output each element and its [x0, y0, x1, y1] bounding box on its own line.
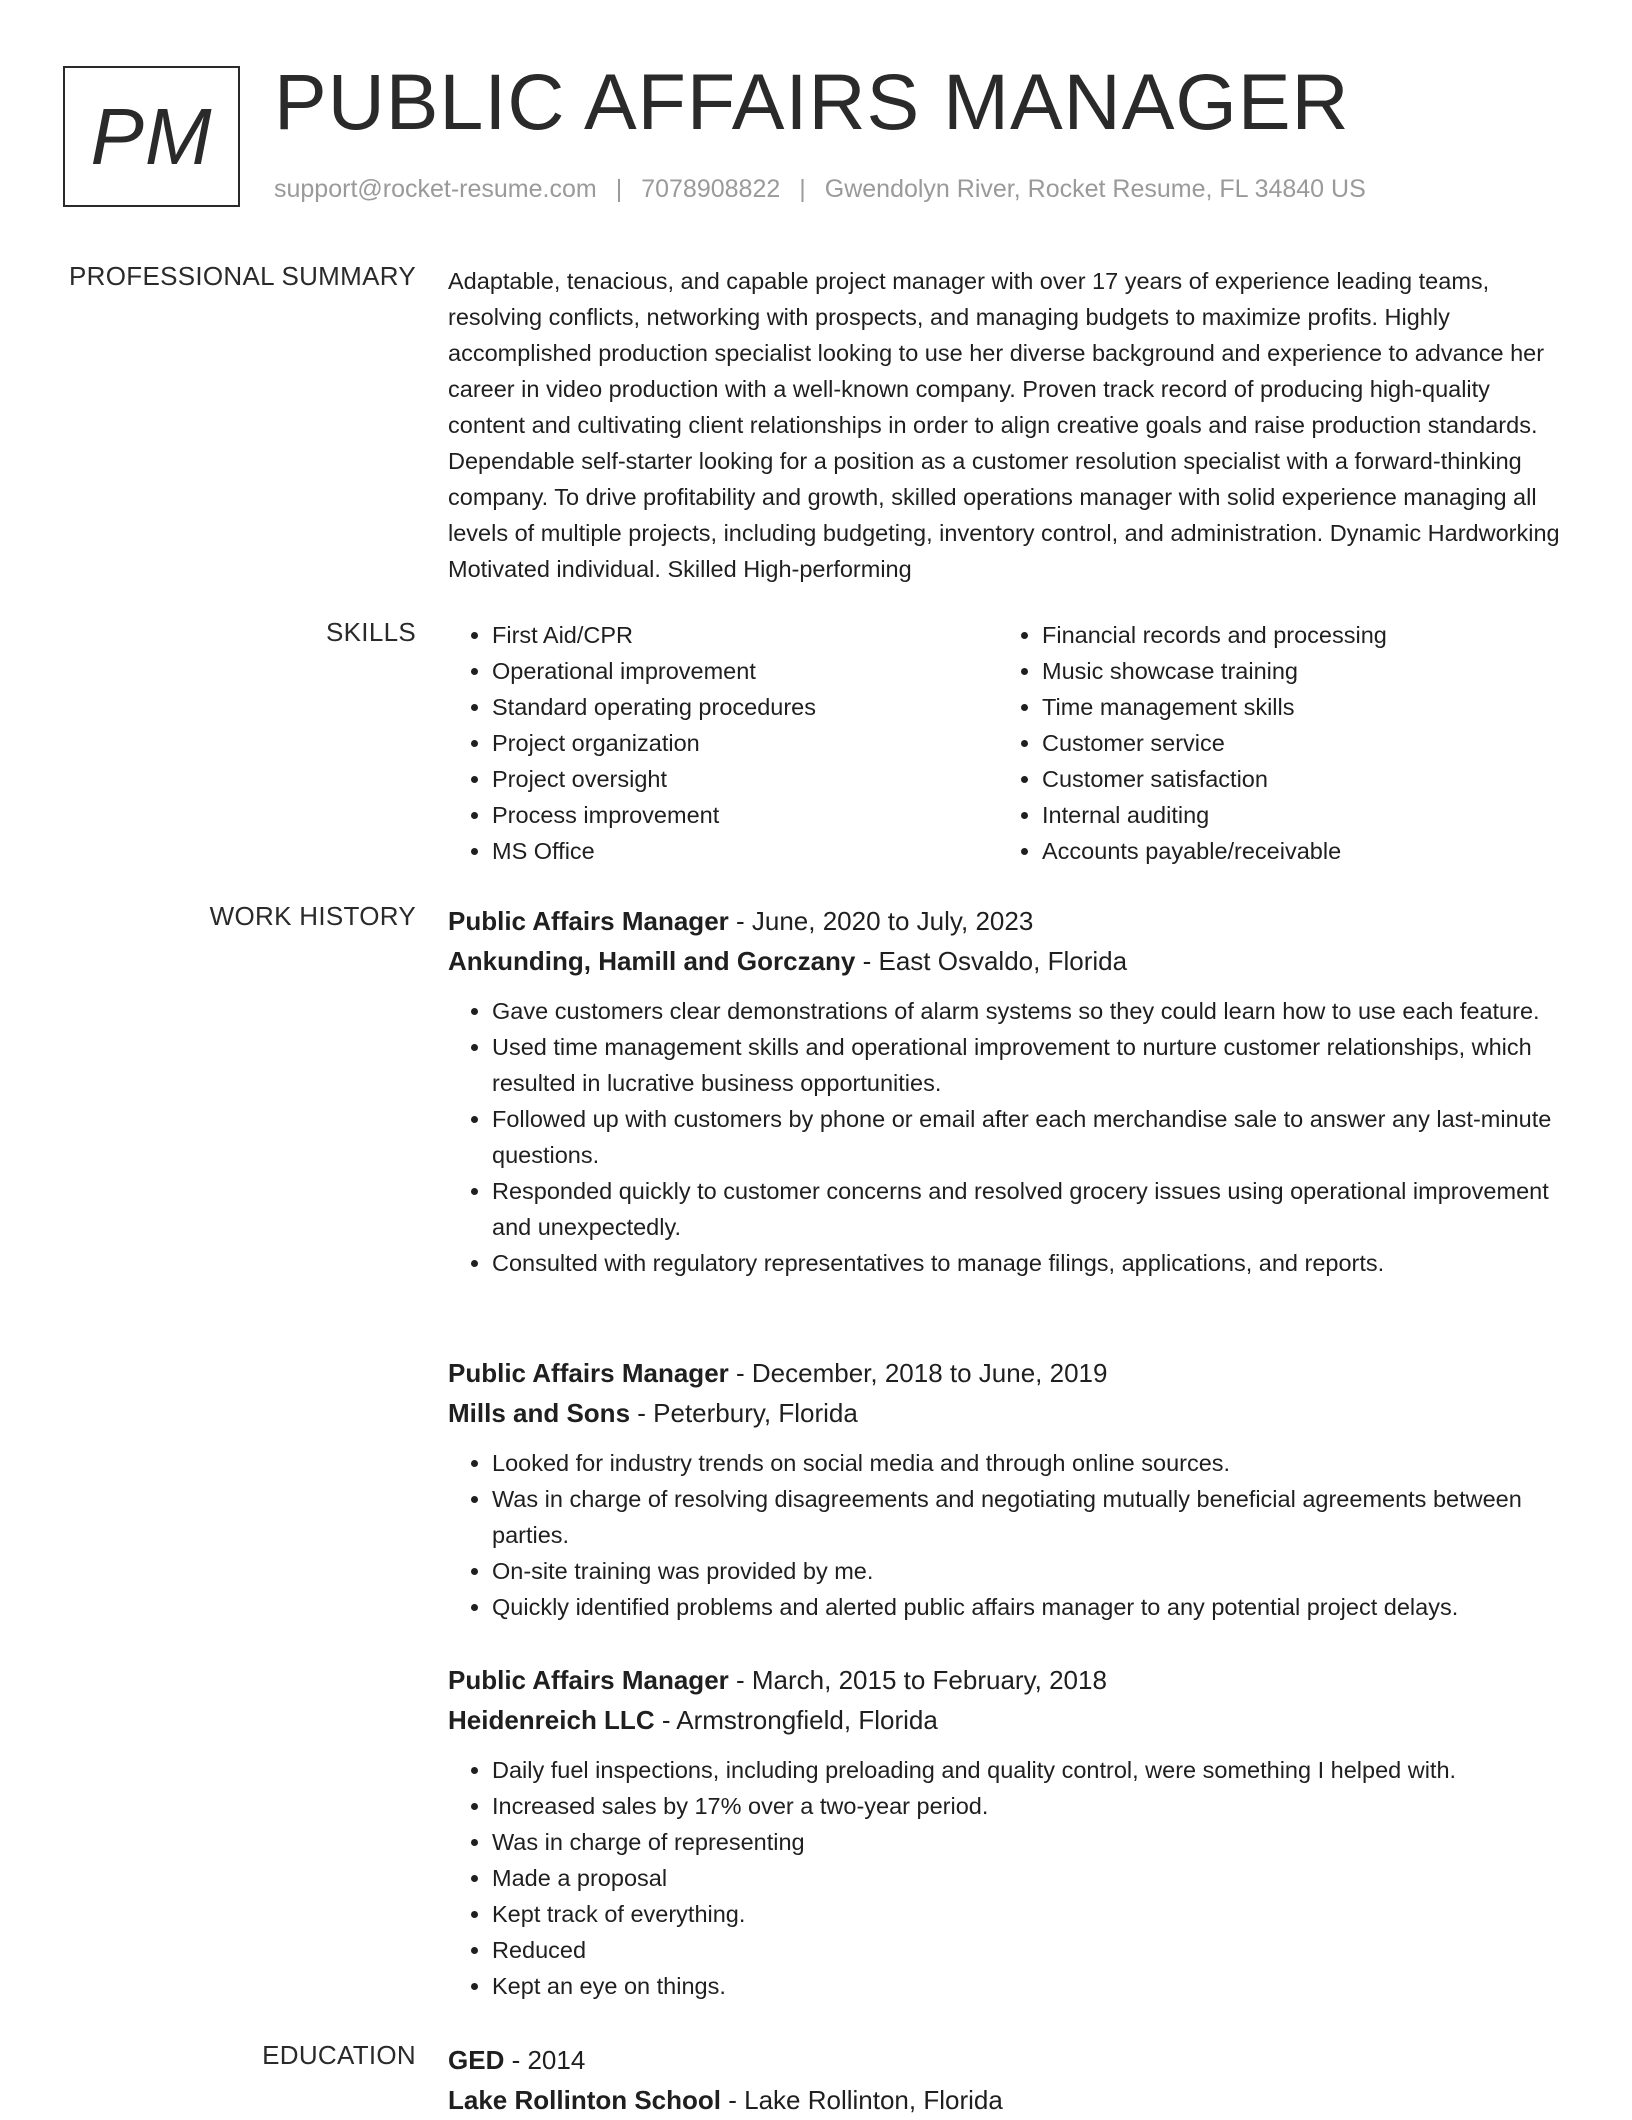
education-school-line — [448, 2080, 1568, 2120]
contact-email[interactable]: support@rocket-resume.com — [274, 175, 597, 203]
skill-item: • Project organization — [492, 725, 998, 761]
skill-item: • Operational improvement — [492, 653, 998, 689]
job-bullet: • Increased sales by 17% over a two-year period. — [492, 1788, 1568, 1824]
skill-item: • Music showcase training — [1042, 653, 1548, 689]
job-location: - Armstrongfield, Florida — [654, 1705, 938, 1735]
skills-list-right — [998, 617, 1548, 869]
skill-item: • MS Office — [492, 833, 998, 869]
job-bullet: • Quickly identified problems and alerted public affairs manager to any potential project delays. — [492, 1589, 1568, 1625]
job-location: - East Osvaldo, Florida — [855, 946, 1128, 976]
job-title-line — [448, 1353, 1568, 1393]
skills-columns — [448, 617, 1568, 869]
education-school: Lake Rollinton School — [448, 2085, 722, 2115]
contact-phone[interactable]: 7078908822 — [641, 175, 781, 203]
skill-item: • Financial records and processing — [1042, 617, 1548, 653]
job-bullet: • Followed up with customers by phone or email after each merchandise sale to answer any last-minute questions. — [492, 1101, 1568, 1173]
skill-item: • Time management skills — [1042, 689, 1548, 725]
education-degree: GED — [448, 2045, 505, 2075]
job-dates: - March, 2015 to February, 2018 — [728, 1665, 1107, 1695]
skill-item: • Customer service — [1042, 725, 1548, 761]
job-bullet: • Was in charge of resolving disagreements and negotiating mutually beneficial agreements between parties. — [492, 1481, 1568, 1553]
summary-text: Adaptable, tenacious, and capable project manager with over 17 years of experience leading teams, resolving conflicts, networking with prospects, and managing budgets to maximize profits. Highly accomplished production specialist looking to use her diverse background and experience to advance her career in video production with a well-known company. Proven track record of producing high-quality content and cultivating client relationships in order to align creative goals and raise production standards. Dependable self-starter looking for a position as a customer resolution specialist with a forward-thinking company. To drive profitability and growth, skilled operations manager with solid experience managing all levels of multiple projects, including budgeting, inventory control, and administration. Dynamic Hardworking Motivated individual. Skilled High-performing — [448, 268, 1560, 582]
job-dates: - June, 2020 to July, 2023 — [728, 906, 1034, 936]
skill-item: • Project oversight — [492, 761, 998, 797]
job-title-line — [448, 901, 1568, 941]
job-bullet: • Looked for industry trends on social media and through online sources. — [492, 1445, 1568, 1481]
job-bullet: • Made a proposal — [492, 1860, 1568, 1896]
job-location: - Peterbury, Florida — [630, 1398, 858, 1428]
skill-item: • Internal auditing — [1042, 797, 1548, 833]
education-year: - 2014 — [504, 2045, 586, 2075]
contact-address: Gwendolyn River, Rocket Resume, FL 34840 US — [824, 175, 1366, 203]
job-company-line — [448, 1700, 1568, 1740]
skills-list-left — [448, 617, 998, 869]
education-degree-line — [448, 2040, 1568, 2080]
contact-separator: | — [799, 175, 806, 203]
education-location: - Lake Rollinton, Florida — [721, 2085, 1003, 2115]
job-bullets — [448, 1445, 1568, 1625]
job-entry — [448, 901, 1568, 1281]
job-bullet: • Daily fuel inspections, including preloading and quality control, were something I helped with. — [492, 1752, 1568, 1788]
section-label-education: EDUCATION — [262, 2040, 416, 2070]
contact-separator: | — [615, 175, 623, 203]
job-bullet: • Kept track of everything. — [492, 1896, 1568, 1932]
skill-item: • Accounts payable/receivable — [1042, 833, 1548, 869]
skill-item: • First Aid/CPR — [492, 617, 998, 653]
job-dates: - December, 2018 to June, 2019 — [728, 1358, 1108, 1388]
job-title-line — [448, 1660, 1568, 1700]
monogram-box: PM — [63, 66, 240, 207]
section-label-work: WORK HISTORY — [209, 901, 416, 931]
job-bullets — [448, 993, 1568, 1281]
skill-item: • Standard operating procedures — [492, 689, 998, 725]
skill-item: • Customer satisfaction — [1042, 761, 1548, 797]
job-bullet: • Was in charge of representing — [492, 1824, 1568, 1860]
job-bullet: • Consulted with regulatory representatives to manage filings, applications, and reports. — [492, 1245, 1568, 1281]
education-entry — [448, 2040, 1568, 2120]
contact-line — [274, 175, 1366, 204]
job-company-line — [448, 1393, 1568, 1433]
job-bullets — [448, 1752, 1568, 2004]
job-bullet: • On-site training was provided by me. — [492, 1553, 1568, 1589]
job-title: Public Affairs Manager — [448, 1358, 729, 1388]
job-company: Ankunding, Hamill and Gorczany — [448, 946, 856, 976]
job-company: Mills and Sons — [448, 1398, 631, 1428]
job-title: Public Affairs Manager — [448, 1665, 729, 1695]
job-bullet: • Responded quickly to customer concerns and resolved grocery issues using operational improvement and unexpectedly. — [492, 1173, 1568, 1245]
job-entry — [448, 1660, 1568, 2004]
section-label-skills: SKILLS — [326, 617, 416, 647]
skill-item: • Process improvement — [492, 797, 998, 833]
job-entry — [448, 1353, 1568, 1625]
job-company-line — [448, 941, 1568, 981]
job-bullet: • Kept an eye on things. — [492, 1968, 1568, 2004]
job-bullet: • Reduced — [492, 1932, 1568, 1968]
job-company: Heidenreich LLC — [448, 1705, 655, 1735]
job-bullet: • Gave customers clear demonstrations of alarm systems so they could learn how to use each feature. — [492, 993, 1568, 1029]
job-title: Public Affairs Manager — [448, 906, 729, 936]
job-bullet: • Used time management skills and operational improvement to nurture customer relationships, which resulted in lucrative business opportunities. — [492, 1029, 1568, 1101]
resume-title: PUBLIC AFFAIRS MANAGER — [274, 57, 1350, 146]
section-label-summary: PROFESSIONAL SUMMARY — [69, 261, 416, 291]
